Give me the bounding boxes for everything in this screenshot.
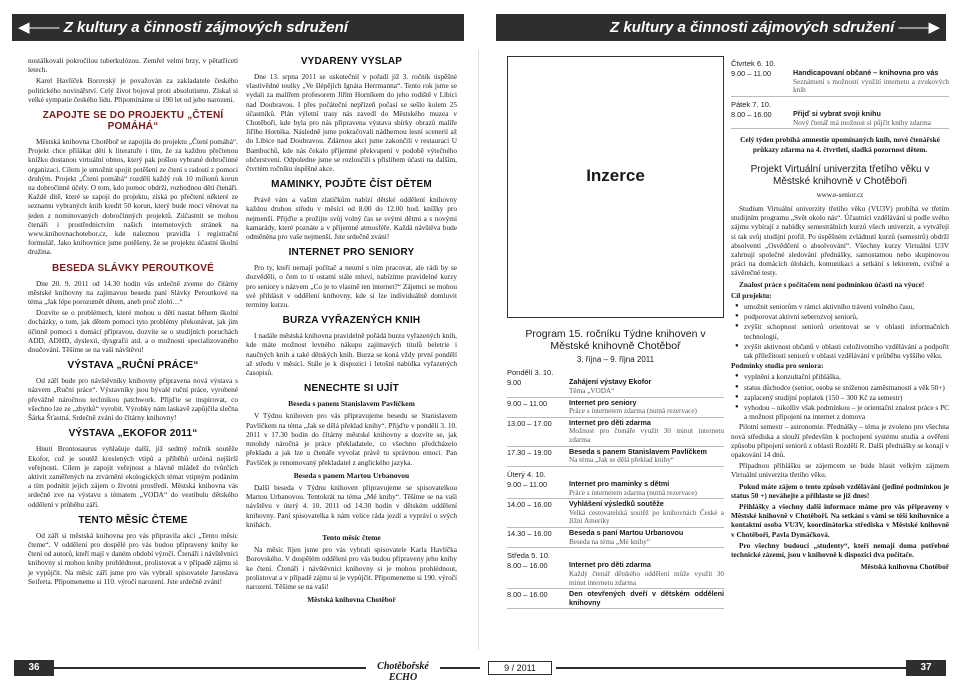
program-day-header: Středa 5. 10. — [507, 551, 550, 561]
col2-p3: Pro ty, kteří nemají počítač a neumí s ním pracovat, ale rádi by se dozvěděli, o čem to ti ostatní stále mluví, nabízíme pravidelné kurzy pro seniory s názvem „Co je to vlastně ten internet?“ Zájemci se mohou své přihlásit v oddělení knihovny, kde si lze individuálně domluvit termíny kurzu. — [246, 263, 457, 310]
event-title: Zahájení výstavy Ekofor — [569, 377, 652, 387]
program-event-row — [507, 499, 724, 528]
event-time: 8.00 – 16.00 — [507, 561, 548, 571]
col1-p1: Karel Havlíček Borovský je považován za zakladatele českého politického novinářství. Celý život bojoval proti absolutismu. Získal si velké sympatie českého lidu. Připomínáme si 190 let od jeho narození. — [28, 76, 238, 104]
column-4 — [731, 56, 949, 631]
program-event-row — [507, 479, 724, 499]
program-event-row — [731, 109, 949, 129]
list-item: ● vyplnění a konzultační přihláška, — [735, 372, 949, 381]
col1-p5: Od září bude pro návštěvníky knihovny připravena nová výstava s názvem „Ruční práce“. Výstavníky jsou bývalé ruční práce, vyrobené převážně náročnou technikou patchwork. Přijďte se inspirovat, co všechno lze ze „zbytků“ vyrobit. Výrobky nám laskavě zapůjčila slečna Šárka Šťastná. Srdečně zváni do čítárny knihovny! — [28, 376, 238, 423]
event-time: 14.00 – 16.00 — [507, 500, 552, 510]
footer-rule-right — [556, 667, 906, 669]
program-day-header: Úterý 4. 10. — [507, 469, 546, 479]
col1-p2: Městská knihovna Chotěboř se zapojila do projektu „Čtení pomáhá“. Projekt chce přilákat děti k literatuře i tím, že za každou přečtenou knížku dostanou virtuální obnos, který pak pošlou vybrané dobročinné organizaci. Cílem je umožnit spojit potěšení ze čtení s radostí z pomoci druhým. Projekt „Čtení pomáhá“ rozdělí každý rok 10 milionů korun na dobročinné účely. O tom, kdo pomoc obdrží, rozhodnou děti čtenáři. Každé dítě, které se zapojí do projektu, získá po přečtení některé ze seznamu vybraných knih kredit 50 korun, který bude moci věnovat na jeden z nominovaných dobročinných projektů. Zúčastnit se mohou čtenáři i prostřednictvím našich internetových stránek na www.knihovnachotebor.cz, kde naleznou pravidla i registrační formulář. Jako knihovnice jsme potěšeny, že se projektu účastní školní družina. — [28, 137, 238, 257]
event-time: 8.00 – 16.00 — [507, 590, 548, 600]
event-time: 8.00 – 16.00 — [731, 110, 772, 120]
event-title: Handicapovaní občané – knihovna pro vás — [793, 68, 939, 78]
event-subtitle: Velká cestovatelská soutěž po knihovnách České a Jižní Ameriky — [569, 508, 724, 526]
event-time: 14.30 – 16.00 — [507, 528, 552, 538]
event-subtitle: Téma „VODA“ — [569, 387, 615, 395]
event-description — [793, 69, 949, 95]
week-note: Celý týden probíhá amnestie upomínaných knih, nové čtenářské průkazy zdarma na 4. čtvrtletí, sladká pozornost dětem. — [740, 135, 940, 154]
advertisement-box — [507, 56, 724, 318]
col2-heading-internet: INTERNET PRO SENIORY — [288, 247, 415, 259]
header-left-title: Z kultury a činnosti zájmových sdružení — [63, 19, 348, 36]
col4-p7: Pro všechny budoucí „studenty“, kteří nemají doma potřebné technické zázemí, jsou v knihovně k dispozici dva počítače. — [731, 540, 949, 560]
arrow-left-icon: ◀—— — [18, 19, 60, 36]
event-title: Vyhlášení výsledků soutěže — [569, 499, 664, 509]
arrow-right-icon: ——▶ — [898, 19, 940, 36]
list-item: ● podporovat aktivní seberozvoj seniorů, — [735, 312, 949, 321]
event-title: Internet pro děti zdarma — [569, 560, 651, 570]
col1-p7: Od září si městská knihovna pro vás připravila akci „Tento měsíc čteme“. V oddělení pro dospělé pro vás budou připraveny knihy ke čtení od autorů, kteří mají v daném období výročí. Čtenáři i návštěvníci knihovny si mohou knihy prohlédnout, prolistovat a v případě zájmu si je vypůjčit. Na měsíc září jsme pro vás vybrali spisovatele Jaroslava Seiferta. Připomeneme si 110. výročí narození. Jste srdečně zváni! — [28, 530, 238, 586]
event-time: 9.00 — [507, 378, 522, 388]
vu3v-link[interactable]: www.e-senior.cz — [816, 190, 864, 199]
col1-heading-ekofor: VÝSTAVA „EKOFOR 2011“ — [68, 428, 198, 440]
col2-sub-tento-mesic: Tento měsíc čteme — [322, 532, 381, 542]
program-event-row — [507, 418, 724, 447]
col4-p4: Případnou přihlášku se zájemcem se bude hlasit velkým zájmem Virtuální univerzita třetího věku. — [731, 461, 949, 480]
event-description — [569, 399, 724, 416]
event-description — [569, 590, 724, 607]
event-time: 13.00 – 17.00 — [507, 418, 552, 428]
program-event-row — [507, 447, 724, 467]
list-item: ● vyhodou – nikolliv však podmínkou – je orientační znalost práce s PC a možnost připojení na internet z domova — [735, 403, 949, 421]
event-title: Den otevřených dveří v dětském oddělení knihovny — [569, 589, 724, 607]
col2-heading-burza: BURZA VYŘAZENÝCH KNIH — [282, 315, 421, 327]
list-item: ● zaplacený studijní poplatek (150 – 300 Kč za semestr) — [735, 393, 949, 402]
list-item: ● zvýšit schopnost seniorů orientovat se v oblasti informačních technologií, — [735, 322, 949, 340]
event-title: Internet pro děti zdarma — [569, 417, 651, 427]
event-description — [569, 500, 724, 526]
event-description — [569, 448, 724, 465]
program-day-header: Pátek 7. 10. — [731, 99, 772, 109]
column-1 — [28, 56, 238, 631]
col2-p6: Další beseda v Týdnu knihoven připravujeme se spisovatelkou Martou Urbanovou. Tentokrát na téma „Mé knihy“. Těšíme se na vaši návštěvu v úterý 4. 10. 2011 od 14.30 hodin v dětském oddělení knihovny. Paní spisovatelka k nám velice ráda jezdí a vypráví o svých knihách. — [246, 482, 457, 529]
list-item: ● zvýšit aktivnost občanů v oblasti celoživotního vzdělávání a podpořit tak příležitosti seniorů v oblasti vzdělávání v průběhu vyššího věku. — [735, 342, 949, 360]
program-days — [507, 368, 724, 609]
program-day-header: Čtvrtek 6. 10. — [731, 59, 776, 68]
cond-label: Podmínky studia pro seniora: — [731, 361, 824, 371]
col4-p5: Pokud máte zájem o tento způsob vzdělávání (jediné podmínkou je status 50 +) neváhejte a přihlaste se již dnes! — [731, 481, 949, 500]
col2-p2: Právě vám a vašim zlatíčkům nabízí dětské oddělení knihovny každou druhou středu v měsíci od 8.00 do 12.00 hod. knížky pro nejmenší. Přijďte a prožijte svůj volný čas se svými dětmi a s novými kamarády, které poznáte a v příjemné atmosféře. Každá návštěva bude odměněna pro vaše nejmenší. Jste srdečně zváni! — [246, 195, 457, 242]
goals-list — [735, 302, 949, 360]
ad-label: Inzerce — [586, 166, 645, 185]
footer-issue: 9 / 2011 — [488, 661, 552, 675]
col4-p3: Pilotní semestr – astronomie. Přednášky – téma je zvoleno pro všechna nová střediska a slouží především k pochopení systému studia a ověření způsobu připojení seniorů z oblastí Rozdělí R. Další přednášky se konají v opakování 14 dnů. — [731, 422, 949, 460]
col1-heading-rucni-prace: VÝSTAVA „RUČNÍ PRÁCE“ — [67, 360, 199, 372]
program-event-row — [507, 377, 724, 397]
program-event-row — [507, 528, 724, 548]
event-time: 9.00 – 11.00 — [507, 398, 548, 408]
event-description — [569, 480, 724, 497]
event-subtitle: Práce s internetem zdarma (nutná rezervace) — [569, 488, 697, 497]
program-title: Program 15. ročníku Týdne knihoven v Městské knihovně Chotěboř — [525, 328, 706, 352]
event-subtitle: Nový čtenář má možnost si půjčit knihy zdarma — [793, 118, 931, 127]
page-number-right: 37 — [906, 660, 946, 676]
event-description — [569, 378, 724, 395]
program-date: 3. října – 9. října 2011 — [576, 355, 655, 364]
goal-label: Cíl projektu: — [731, 290, 772, 300]
event-title: Internet pro maminky s dětmi — [569, 478, 670, 488]
col2-p4: I nadále městská knihovna pravidelně pořádá burzu vyřazených knih, kde máte možnost levného nákupu zajímavých titulů beletrie i naučných knih a také dětských knih. Burza se koná vždy první pondělí až středu v měsíci. Stále je k dispozici i letošní nabídka vyřazených časopisů. — [246, 331, 457, 378]
header-right — [496, 14, 946, 41]
event-description — [569, 529, 724, 546]
event-title: Beseda s panem Stanislavem Pavlíčkem — [569, 446, 707, 456]
page-gutter — [478, 50, 479, 650]
event-description — [569, 561, 724, 587]
col1-heading-tento-mesic: TENTO MĚSÍC ČTEME — [78, 514, 188, 526]
header-right-title: Z kultury a činnosti zájmových sdružení — [610, 19, 895, 36]
program-event-row — [507, 589, 724, 609]
event-subtitle: Seznámení s možností využití internetu a zvukových knih — [793, 77, 949, 95]
col1-intro: nostálkovali pokročilou tuberkulózou. Zemřel velmi brzy, v pětatřiceti letech. — [28, 56, 238, 75]
event-time: 17.30 – 19.00 — [507, 447, 552, 457]
program-days-continued — [731, 59, 949, 129]
vu3v-heading: Projekt Virtuální univerzita třetího věku v Městské knihovně v Chotěboři — [750, 163, 930, 187]
col2-signature: Městská knihovna Chotěboř — [307, 595, 396, 605]
col4-p1: Studium Virtuální univerzity třetího věku (VU3V) probíhá ve třetím studijním programu „Svět okolo nás“. Účastníci vzdělávání si podle svého zájmu vybírají z nabídky semestrálních kurzů všech univerzit, a vytvářejí si tak svůj studijní profil. Po úspěšném zvládnutí kurzů (semestrů) obdrží absolventi „Osvědčení o absolvování“. Všechny kurzy Virtuální U3V zahrnují společné sledování přednášky, samostatnou nebo skupinovou práci na domácích úlohách, komunikaci a setkání s lektorem, cvičné a závěrečné testy. — [731, 203, 949, 278]
event-description — [793, 110, 949, 127]
col1-heading-project: ZAPOJTE SE DO PROJEKTU „ČTENÍ POMÁHÁ“ — [42, 110, 224, 133]
header-left — [12, 14, 464, 41]
col4-p2: Znalost práce s počítačem není podmínkou účasti na výuce! — [739, 279, 925, 289]
col4-signature: Městská knihovna Chotěboř — [860, 562, 949, 572]
col2-p7: Na měsíc říjen jsme pro vás vybrali spisovatele Karla Havlíčka Borovského. V dospělém oddělení pro vás budou připraveny jeho knihy ke čtení. Čtenáři i návštěvníci knihovny si je mohou prohlédnout, prolistovat a v případě zájmu si je vypůjčit. Připomeneme si 190. výročí narození. Těšíme se na vaši! — [246, 545, 457, 591]
col1-p6: Hnutí Brontosaurus vyhlašuje další, již sedmý ročník soutěže Ekofor, což je soutěž kreslených vtipů a příběhů určená nejširší veřejnosti. Cílem je zapojit veřejnost a hlavně mládež do tvůrčích aktivit zaměřených na ztvárnění ekologických témat vtipným podáním a tím podnítit jejich zájem o životní prostředí. Městská knihovna vás srdečně zve na výstavu s tématem „VODA“ do vestibulu dětského oddělení v průběhu září. — [28, 444, 238, 509]
program-event-row — [731, 68, 949, 97]
col1-p4: Dozvíte se o problémech, které mohou u dětí nastat během školní docházky, o tom, jak dětem pomoci tyto problémy překonávat, jak jim účinně pomoci s domácí přípravou, dozvíte se o studijních poruchách ADD, ADHD, dyslexii, dysgrafii atd. a o možnosti specializovaného doučování. Těšíme se na vaši návštěvu! — [28, 308, 238, 355]
col1-p3: Dne 20. 9. 2011 od 14.30 hodin vás srdečně zveme do čítárny městské knihovny na zajímavou besedu paní Slávky Peroutkové na téma „Jak lépe porozumět dětem, aneb proč zlobí…“ — [28, 278, 238, 307]
col4-p6: Přihlášky a všechny další informace máme pro vás připraveny v Městské knihovně v Chotěboři. Na setkání s vámi se těší knihovnice a kontaktní osoba VU3V, koordinátorka střediska v Městské knihovně v Chotěboři, Pavla Dymáčková. — [731, 502, 949, 539]
event-title: Přijď si vybrat svoji knihu — [793, 109, 881, 119]
conditions-list — [735, 372, 949, 421]
col2-p1: Dne 13. srpna 2011 se uskutečnil v pořadí již 3. ročník úspěšné vlastivědné toulky „Ve šlépějích Ignáta Herrmanna“. Tento rok jsme se vydali za malířem profesorem Jiřím Horníkem do jeho rodiště v Libici nad Doubravou. I přes počáteční nepřízeň počasí se sešlo kolem 25 účastníků. Plán výletní trasy nás zavedl do Městského muzea v Chotěboři, kde byla pro nás připravena výstava sbírky obrazů malíře Jiřího Horníka. Následně jsme pokračovali nádhernou lesní scenerií až do Libice nad Doubravou. Zdárnou akci jsme zakončili v restauraci U Bambuchů, kde nás čekalo příjemné překvapení v podobě výtečného občerstvení. Odpoledne jsme se rozloučili s přislibem účasti na dalším, čtvrtém ročníku úspěšné akce. — [246, 72, 457, 174]
event-subtitle: Beseda na téma „Mé knihy“ — [569, 537, 651, 546]
col2-p5: V Týdnu knihoven pro vás připravujeme besedu se Stanislavem Pavlíčkem na téma „Jak se dělá překlad knihy“. Přijďte v pondělí 3. 10. 2011 v 17.30 hodin do čítárny městské knihovny a dozvíte se, jak mnohdy náročná je práce překladatele, co všechno předcházelo překladu a jak lze u čtenáře vyvolat právě tu správnou emoci. Pan Pavlíček je renomovaný překladatel z anglického jazyka. — [246, 411, 457, 467]
col2-heading-maminky: MAMINKY, POJĎTE ČÍST DĚTEM — [271, 179, 432, 191]
event-time: 9.00 – 11.00 — [731, 69, 772, 79]
col2-heading-nenechte: NENECHTE SI UJÍT — [304, 383, 399, 395]
event-time: 9.00 – 11.00 — [507, 479, 548, 489]
event-subtitle: Možnost pro čtenáře využít 30 minut internetu zdarma — [569, 427, 724, 444]
program-event-row — [507, 398, 724, 418]
event-subtitle: Práce s internetem zdarma (nutná rezervace) — [569, 407, 697, 416]
event-title: Internet pro seniory — [569, 397, 637, 407]
col2-heading-vyslap: VYDAŘENÝ VÝŠLAP — [300, 56, 403, 67]
program-day-header: Pondělí 3. 10. — [507, 368, 554, 378]
column-2 — [246, 56, 457, 631]
event-description — [569, 419, 724, 445]
list-item: ● status důchodce (senior, osoba se sníženou zaměstnaností a věk 50+) — [735, 383, 949, 392]
footer-rule-middle — [440, 667, 480, 669]
col2-sub-urbanova: Beseda s panem Martou Urbanovou — [293, 470, 410, 480]
list-item: ● umožnit seniorům v rámci aktivního trávení volného času, — [735, 302, 949, 311]
footer-brand: Chotěbořské ECHO — [377, 661, 429, 683]
footer-rule-left — [54, 667, 366, 669]
page-number-left: 36 — [14, 660, 54, 676]
col2-sub-pavlicek: Beseda s panem Stanislavem Pavlíčkem — [288, 399, 415, 409]
col1-heading-beseda: BESEDA SLÁVKY PEROUTKOVÉ — [51, 262, 215, 274]
column-3 — [507, 56, 724, 631]
event-subtitle: Na téma „Jak se dělá překlad knihy“ — [569, 456, 674, 465]
event-subtitle: Každý čtenář dětského oddělení může využít 30 minut internetu zdarma — [569, 569, 724, 587]
event-title: Beseda s paní Martou Urbanovou — [569, 527, 684, 537]
program-event-row — [507, 560, 724, 589]
